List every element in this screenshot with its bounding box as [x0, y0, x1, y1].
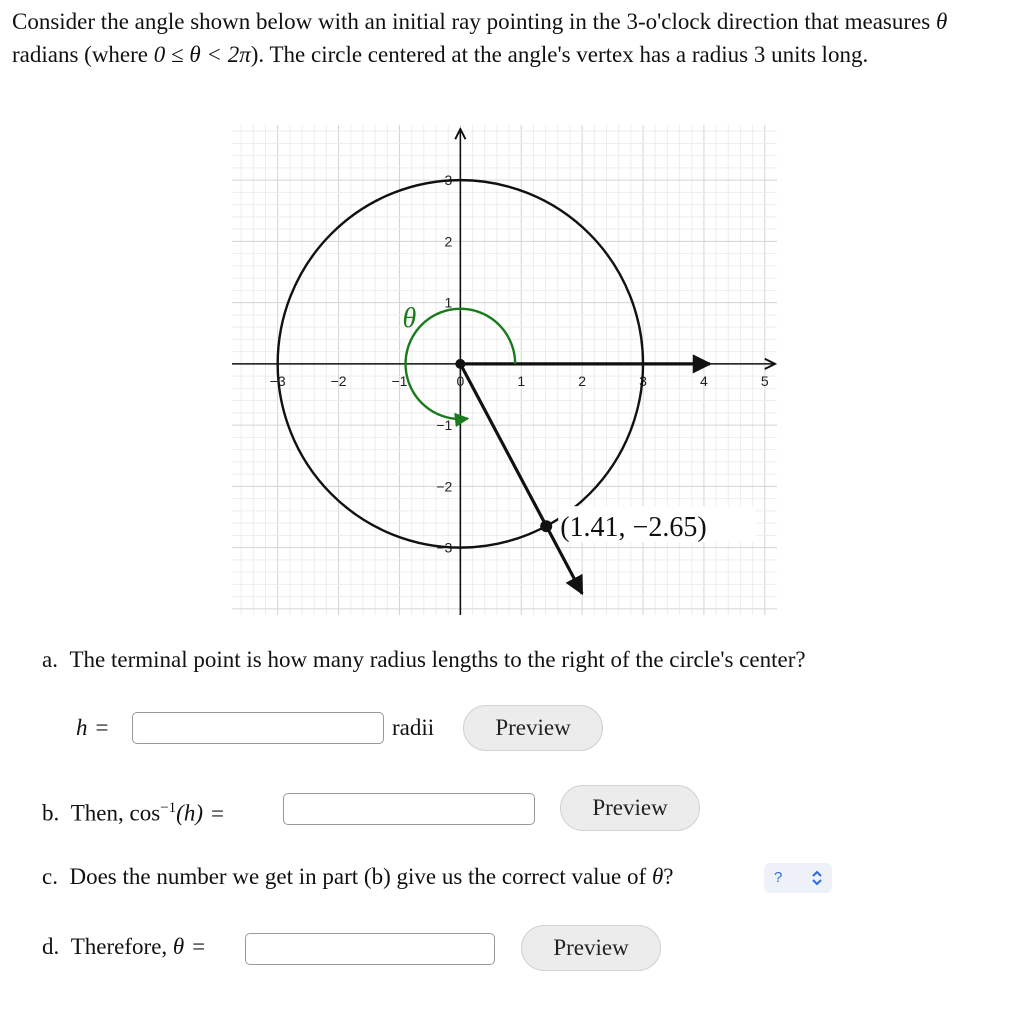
y-tick-label: −2 — [436, 478, 453, 495]
preview-button-b[interactable]: Preview — [560, 785, 700, 831]
question-d: d. Therefore, θ = — [42, 934, 206, 959]
graph-svg — [232, 125, 777, 615]
x-tick-label: 4 — [700, 372, 708, 389]
answer-select-c[interactable] — [764, 863, 832, 893]
question-a-text: The terminal point is how many radius lengths to the right of the circle's center? — [69, 647, 806, 672]
angle-inequality: 0 ≤ θ < 2π — [153, 42, 251, 67]
h-input[interactable] — [132, 712, 384, 744]
question-a: a. The terminal point is how many radius lengths to the right of the circle's center? — [42, 647, 806, 672]
x-tick-label: 0 — [456, 372, 465, 389]
chevron-updown-icon — [810, 868, 824, 888]
y-tick-label: 2 — [444, 233, 453, 250]
cos-function: cos — [129, 800, 161, 826]
y-tick-label: −1 — [436, 417, 453, 434]
select-value: ? — [774, 869, 783, 886]
question-c: c. Does the number we get in part (b) give us the correct value of θ? — [42, 864, 674, 889]
angle-label: θ — [402, 303, 417, 335]
preview-button-d[interactable]: Preview — [521, 925, 661, 971]
theta-symbol: θ — [935, 9, 948, 34]
x-tick-label: −2 — [330, 372, 347, 389]
x-tick-label: 2 — [578, 372, 587, 389]
problem-statement: Consider the angle shown below with an initial ray pointing in the 3-o'clock direction that measures θ radians (where 0 ≤ θ < 2π). The circle centered at the angle's vertex has a radius 3 units long. — [12, 9, 948, 67]
theta-input[interactable] — [245, 933, 495, 965]
arccos-input[interactable] — [283, 793, 535, 825]
h-label: h = — [76, 715, 109, 740]
x-tick-label: 1 — [517, 372, 526, 389]
question-b: b. Then, $\cos^{-1}(h)$ = — [42, 800, 224, 826]
terminal-point — [540, 520, 552, 532]
x-tick-label: −3 — [269, 372, 286, 389]
y-tick-label: 3 — [444, 172, 453, 189]
unit-circle-graph — [232, 125, 777, 620]
vertex-point — [455, 359, 465, 369]
y-tick-label: −3 — [436, 539, 453, 556]
x-tick-label: −1 — [391, 372, 408, 389]
x-tick-label: 3 — [639, 372, 647, 389]
x-tick-label: 5 — [760, 372, 769, 389]
terminal-point-label: (1.41, −2.65) — [560, 512, 707, 544]
preview-button-a[interactable]: Preview — [463, 705, 603, 751]
radii-unit-label: radii — [392, 715, 435, 740]
y-tick-label: 1 — [444, 294, 453, 311]
